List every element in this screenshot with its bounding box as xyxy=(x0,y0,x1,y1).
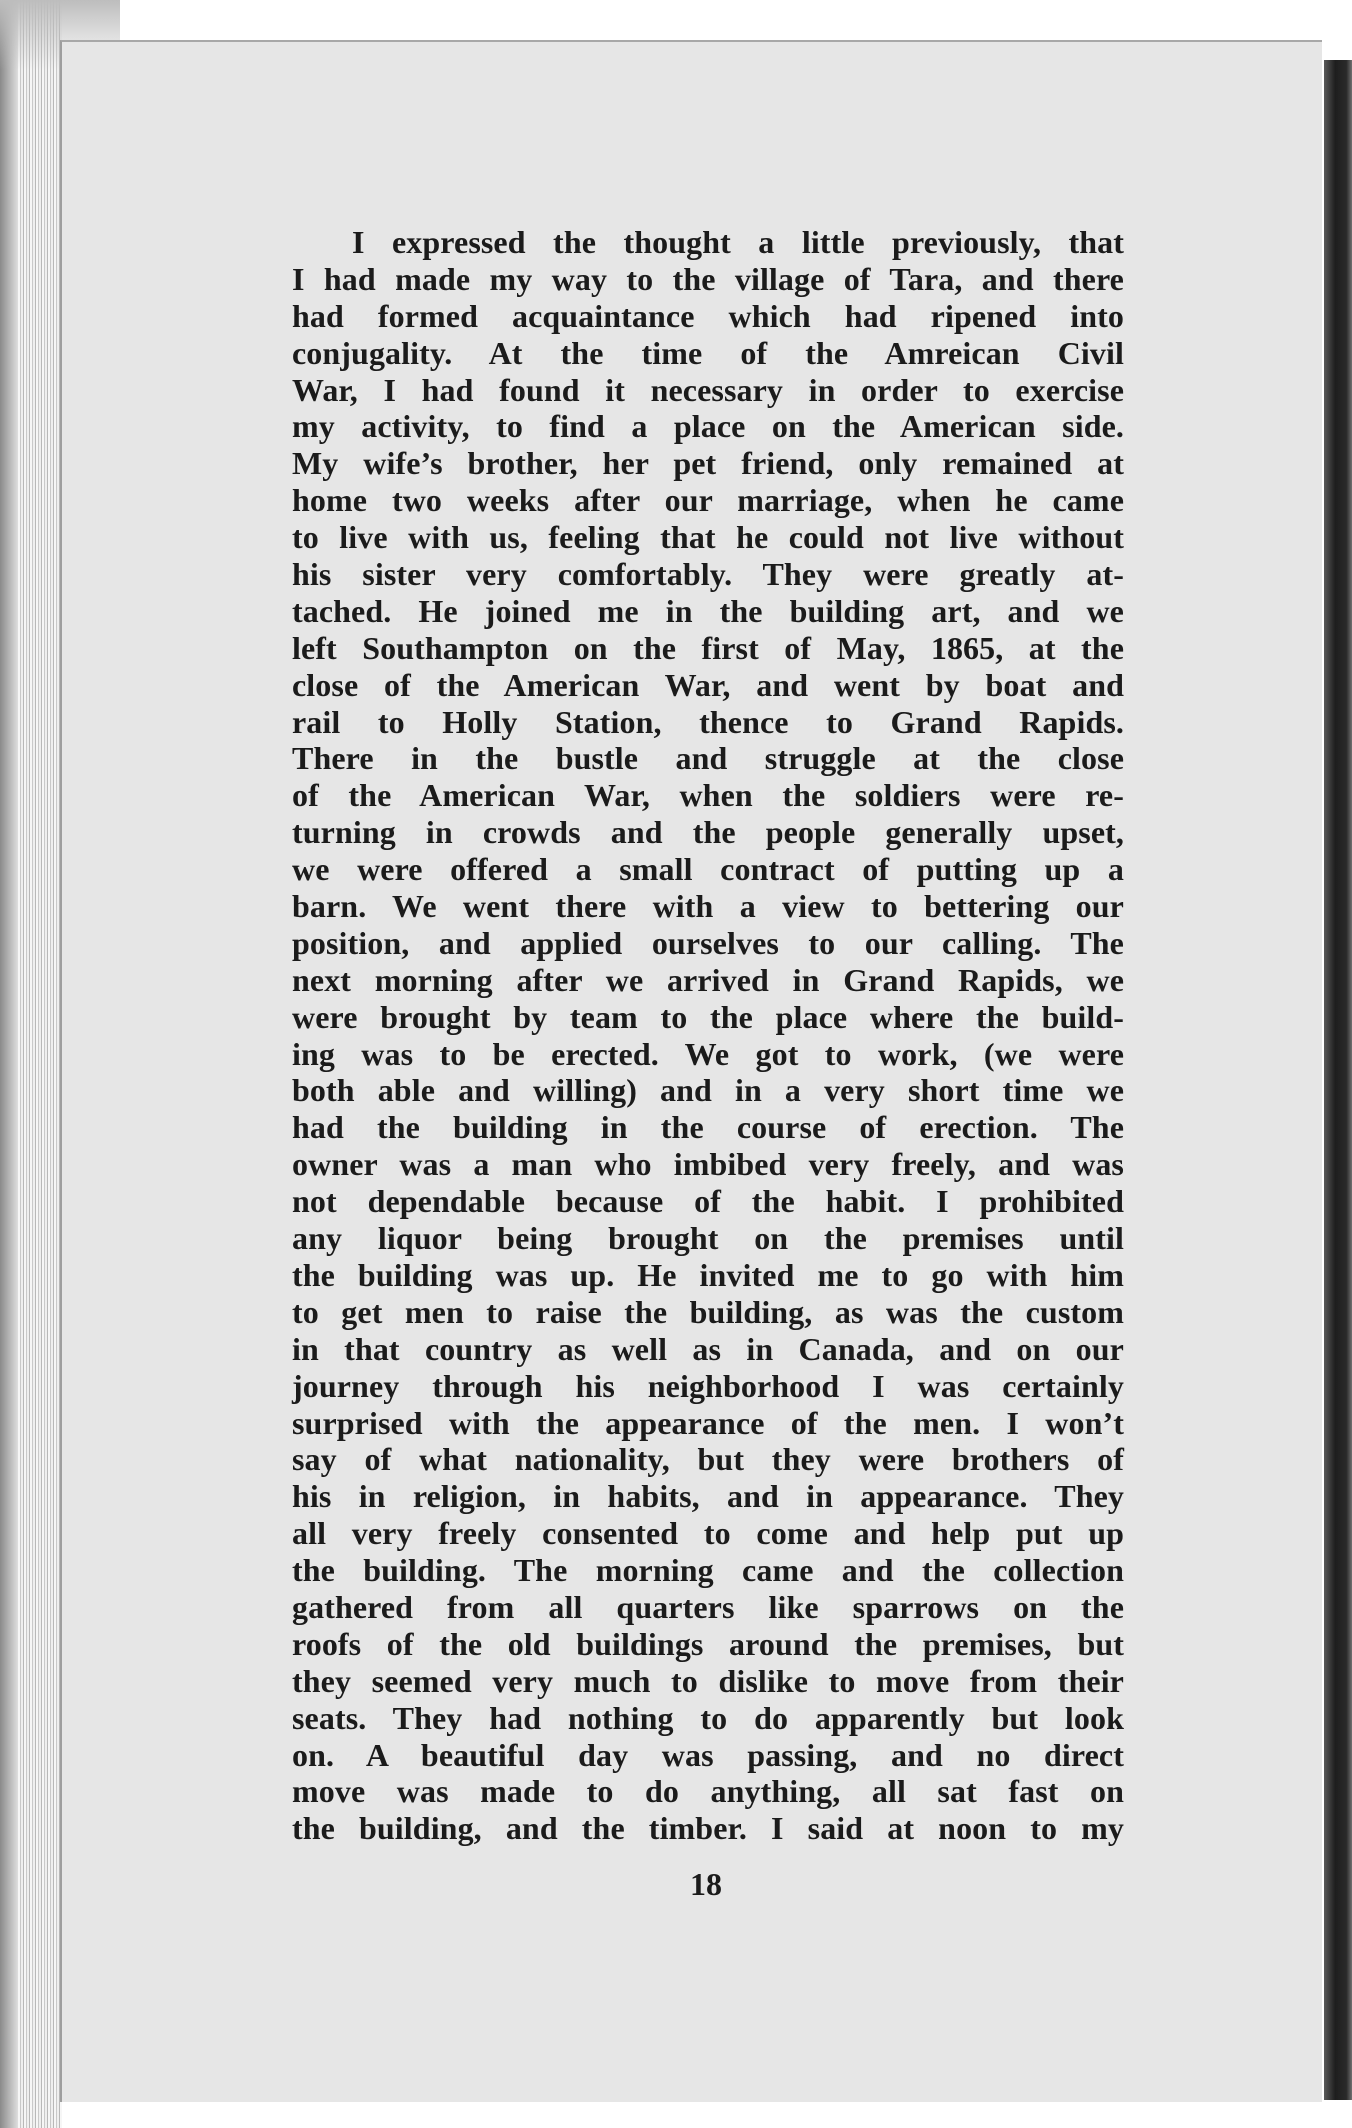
text-line: I expressed the thought a little previously, that xyxy=(352,224,1124,260)
text-line: any liquor being brought on the premises until xyxy=(292,1220,1124,1257)
book-binding-edge xyxy=(1324,60,1352,2100)
text-line: tached. He joined me in the building art, and we xyxy=(292,592,1124,629)
text-line: had the building in the course of erection. The xyxy=(292,1109,1124,1146)
text-line: on. A beautiful day was passing, and no direct xyxy=(292,1736,1124,1773)
text-line: my activity, to find a place on the American side. xyxy=(292,408,1124,445)
text-line: conjugality. At the time of the Amreican Civil xyxy=(292,334,1124,371)
text-line: the building was up. He invited me to go with him xyxy=(292,1256,1124,1293)
text-line: the building, and the timber. I said at noon to my xyxy=(292,1810,1124,1847)
text-line: War, I had found it necessary in order to exercise xyxy=(292,371,1124,408)
text-line: his in religion, in habits, and in appearance. They xyxy=(292,1478,1124,1515)
text-line: journey through his neighborhood I was certainly xyxy=(292,1367,1124,1404)
text-line: they seemed very much to dislike to move from their xyxy=(292,1662,1124,1699)
text-line: owner was a man who imbibed very freely, and was xyxy=(292,1146,1124,1183)
text-line: to live with us, feeling that he could not live without xyxy=(292,519,1124,556)
text-line: not dependable because of the habit. I prohibited xyxy=(292,1183,1124,1220)
text-line: surprised with the appearance of the men. I won’t xyxy=(292,1404,1124,1441)
text-line: There in the bustle and struggle at the close xyxy=(292,740,1124,777)
text-line: both able and willing) and in a very short time we xyxy=(292,1072,1124,1109)
text-line: roofs of the old buildings around the premises, but xyxy=(292,1625,1124,1662)
text-line: his sister very comfortably. They were greatly at- xyxy=(292,556,1124,593)
text-line: of the American War, when the soldiers were re- xyxy=(292,777,1124,814)
text-line: say of what nationality, but they were brothers of xyxy=(292,1441,1124,1478)
text-line: close of the American War, and went by boat and xyxy=(292,666,1124,703)
text-line: in that country as well as in Canada, and on our xyxy=(292,1330,1124,1367)
text-line: rail to Holly Station, thence to Grand Rapids. xyxy=(292,703,1124,740)
text-line: were brought by team to the place where the build- xyxy=(292,998,1124,1035)
page-number: 18 xyxy=(690,1866,722,1902)
text-line: position, and applied ourselves to our calling. The xyxy=(292,924,1124,961)
text-line: ing was to be erected. We got to work, (we were xyxy=(292,1035,1124,1072)
body-text xyxy=(292,224,1124,1847)
text-line: My wife’s brother, her pet friend, only remained at xyxy=(292,445,1124,482)
text-line: all very freely consented to come and help put up xyxy=(292,1515,1124,1552)
book-edge-shadow xyxy=(0,0,18,2128)
text-line: to get men to raise the building, as was the custom xyxy=(292,1293,1124,1330)
text-line: I had made my way to the village of Tara, and there xyxy=(292,260,1124,297)
text-line: next morning after we arrived in Grand Rapids, we xyxy=(292,961,1124,998)
text-line: the building. The morning came and the collection xyxy=(292,1552,1124,1589)
text-line: left Southampton on the first of May, 1865, at the xyxy=(292,629,1124,666)
text-line: seats. They had nothing to do apparently but look xyxy=(292,1699,1124,1736)
text-line: move was made to do anything, all sat fast on xyxy=(292,1773,1124,1810)
text-line: had formed acquaintance which had ripened into xyxy=(292,297,1124,334)
text-line: barn. We went there with a view to bettering our xyxy=(292,888,1124,925)
text-line: turning in crowds and the people generally upset, xyxy=(292,814,1124,851)
text-line: we were offered a small contract of putting up a xyxy=(292,851,1124,888)
text-line: gathered from all quarters like sparrows on the xyxy=(292,1588,1124,1625)
text-line: home two weeks after our marriage, when he came xyxy=(292,482,1124,519)
